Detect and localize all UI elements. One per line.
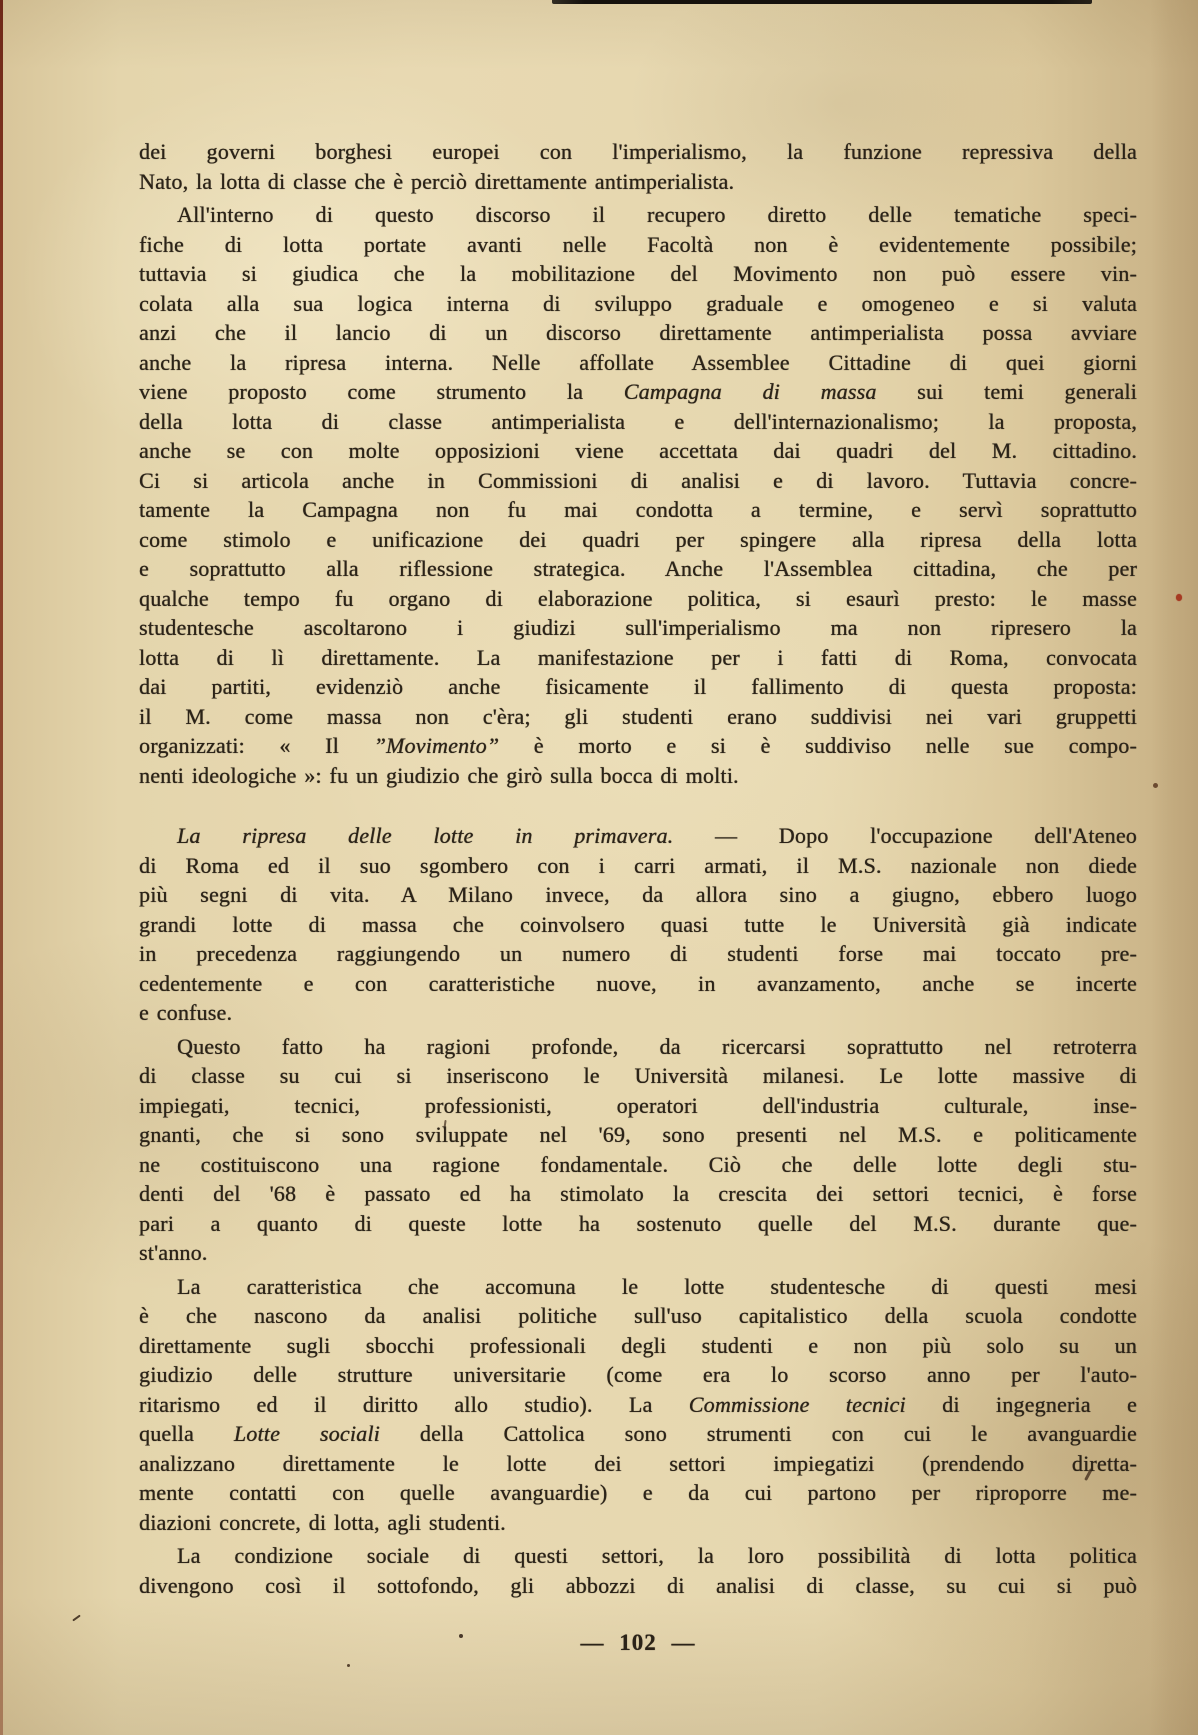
text-line	[139, 880, 1137, 910]
text-segment: colata alla sua logica interna di sviluppo graduale e omogeneo e si valuta	[139, 290, 1137, 316]
text-segment: pari a quanto di queste lotte ha sostenuto quelle del M.S. durante que-	[139, 1210, 1137, 1236]
text-line	[139, 910, 1137, 940]
text-line	[139, 939, 1137, 969]
text-segment: viene proposto come strumento la	[139, 379, 624, 404]
text-segment: direttamente sugli sbocchi professionali degli studenti e non più solo su un	[139, 1332, 1137, 1358]
text-line	[139, 731, 1137, 761]
text-line	[139, 1331, 1137, 1361]
text-line	[139, 821, 1137, 851]
text-line	[139, 259, 1137, 289]
text-segment: qualche tempo fu organo di elaborazione politica, si esaurì presto: le masse	[139, 585, 1137, 611]
text-segment: fiche di lotta portate avanti nelle Facoltà non è evidentemente possibile;	[139, 231, 1137, 257]
text-segment: è morto e si è suddiviso nelle sue compo-	[499, 733, 1137, 758]
text-line	[139, 584, 1137, 614]
italic-text: Commissione tecnici	[688, 1391, 906, 1417]
text-segment: La caratteristica che accomuna le lotte studentesche di questi mesi	[177, 1273, 1137, 1299]
text-segment: diazioni concrete, di lotta, agli studenti.	[139, 1509, 506, 1535]
text-segment: della lotta di classe antimperialista e dell'internazionalismo; la proposta,	[139, 408, 1137, 434]
text-segment: e soprattutto alla riflessione strategica. Anche l'Assemblea cittadina, che per	[139, 556, 1137, 581]
text-line	[139, 1449, 1137, 1479]
text-line	[139, 289, 1137, 319]
text-segment: di classe su cui si inseriscono le Università milanesi. Le lotte massive di	[139, 1063, 1137, 1088]
text-segment: La condizione sociale di questi settori, la loro possibilità di lotta politica	[177, 1543, 1137, 1568]
text-segment: impiegati, tecnici, professionisti, operatori dell'industria culturale, inse-	[139, 1092, 1137, 1118]
text-line	[139, 1209, 1137, 1239]
text-line	[139, 672, 1137, 702]
page-text-block	[139, 137, 1137, 1600]
text-segment: ritarismo ed il diritto allo studio). La	[139, 1391, 689, 1417]
text-line	[139, 613, 1137, 643]
text-line	[139, 1541, 1137, 1571]
text-segment: cedentemente e con caratteristiche nuove, in avanzamento, anche se incerte	[139, 970, 1137, 996]
text-segment: è che nascono da analisi politiche sull'uso capitalistico della scuola condotte	[139, 1303, 1137, 1328]
text-segment: di Roma ed il suo sgombero con i carri armati, il M.S. nazionale non diede	[139, 852, 1137, 878]
scan-speck-brown	[1153, 783, 1158, 788]
text-line	[139, 1360, 1137, 1390]
italic-text: Campagna di massa	[623, 379, 877, 404]
text-segment: lotta di lì direttamente. La manifestazione per i fatti di Roma, convocata	[139, 644, 1137, 670]
text-line	[139, 1419, 1137, 1449]
text-line	[139, 1390, 1137, 1420]
scan-speck-dot	[347, 1664, 350, 1667]
italic-text: La ripresa delle lotte in primavera.	[177, 823, 674, 848]
text-segment: tamente la Campagna non fu mai condotta a termine, e servì soprattutto	[139, 497, 1137, 522]
text-line	[139, 495, 1137, 525]
text-line	[139, 969, 1137, 999]
text-line	[139, 643, 1137, 673]
text-segment: mente contatti con quelle avanguardie) e da cui partono per riproporre me-	[139, 1480, 1137, 1505]
text-segment: organizzati: « Il	[139, 733, 374, 758]
text-segment: come stimolo e unificazione dei quadri per spingere alla ripresa della lotta	[139, 526, 1137, 552]
text-segment: Nato, la lotta di classe che è perciò direttamente antimperialista.	[139, 168, 735, 194]
text-segment: quella	[139, 1421, 234, 1446]
italic-text: Lotte sociali	[233, 1421, 380, 1446]
paragraph	[139, 137, 1137, 196]
text-line	[139, 998, 1137, 1028]
text-line	[139, 1571, 1137, 1601]
text-segment: anche se con molte opposizioni viene accettata dai quadri del M. cittadino.	[139, 438, 1137, 463]
text-segment: Questo fatto ha ragioni profonde, da ricercarsi soprattutto nel retroterra	[177, 1033, 1137, 1059]
page-number: — 102 —	[580, 1630, 696, 1655]
text-line	[139, 1238, 1137, 1268]
text-segment: della Cattolica sono strumenti con cui le avanguardie	[380, 1421, 1137, 1446]
text-segment: analizzano direttamente le lotte dei settori impiegatizi (prendendo diretta-	[139, 1450, 1137, 1476]
paragraph	[139, 1541, 1137, 1600]
text-line	[139, 318, 1137, 348]
text-line	[139, 1301, 1137, 1331]
scan-artifact-top-strip	[552, 0, 1092, 4]
text-segment: tuttavia si giudica che la mobilitazione del Movimento non può essere vin-	[139, 261, 1137, 286]
text-line	[139, 200, 1137, 230]
text-segment: denti del '68 è passato ed ha stimolato la crescita dei settori tecnici, è forse	[139, 1181, 1137, 1206]
text-line	[139, 1061, 1137, 1091]
text-segment: divengono così il sottofondo, gli abbozzi di analisi di classe, su cui si può	[139, 1572, 1137, 1598]
text-line	[139, 1150, 1137, 1180]
text-line	[139, 761, 1137, 791]
text-segment: più segni di vita. A Milano invece, da allora sino a giugno, ebbero luogo	[139, 882, 1137, 907]
text-segment: dai partiti, evidenziò anche fisicamente il fallimento di questa proposta:	[139, 674, 1137, 699]
text-segment: gnanti, che si sono sviluppate nel '69, sono presenti nel M.S. e politicamente	[139, 1122, 1137, 1147]
paragraph	[139, 1032, 1137, 1268]
text-segment: in precedenza raggiungendo un numero di studenti forse mai toccato pre-	[139, 941, 1137, 966]
text-segment: di ingegneria e	[905, 1391, 1138, 1417]
text-line	[139, 466, 1137, 496]
scan-speck-red	[1176, 594, 1182, 601]
text-segment: st'anno.	[139, 1240, 208, 1265]
text-segment: nenti ideologiche »: fu un giudizio che girò sulla bocca di molti.	[139, 762, 739, 788]
scan-artifact-left-edge	[0, 0, 3, 1735]
text-segment: studentesche ascoltarono i giudizi sull'imperialismo ma non ripresero la	[139, 615, 1137, 640]
text-line	[139, 407, 1137, 437]
text-line	[139, 1272, 1137, 1302]
text-line	[139, 525, 1137, 555]
text-line	[139, 1032, 1137, 1062]
scan-speck-dash	[72, 1615, 81, 1622]
text-segment: — Dopo l'occupazione dell'Ateneo	[673, 823, 1137, 848]
italic-text: ”Movimento”	[373, 733, 500, 758]
text-segment: Ci si articola anche in Commissioni di analisi e di lavoro. Tuttavia concre-	[139, 467, 1137, 493]
text-line	[139, 851, 1137, 881]
text-segment: il M. come massa non c'èra; gli studenti erano suddivisi nei vari gruppetti	[139, 703, 1137, 729]
text-line	[139, 1508, 1137, 1538]
text-segment: giudizio delle strutture universitarie (come era lo scorso anno per l'auto-	[139, 1362, 1137, 1387]
text-line	[139, 348, 1137, 378]
text-segment: anche la ripresa interna. Nelle affollate Assemblee Cittadine di quei giorni	[139, 349, 1137, 375]
paragraph	[139, 1272, 1137, 1538]
text-segment: All'interno di questo discorso il recupero diretto delle tematiche speci-	[177, 202, 1137, 227]
text-segment: e confuse.	[139, 1000, 233, 1025]
text-segment: sui temi generali	[876, 379, 1137, 404]
paragraph	[139, 200, 1137, 790]
text-line	[139, 1179, 1137, 1209]
text-segment: grandi lotte di massa che coinvolsero quasi tutte le Università già indicate	[139, 911, 1137, 937]
scan-artifact-right-shadow	[1150, 0, 1198, 1735]
text-line	[139, 702, 1137, 732]
paragraph	[139, 821, 1137, 1028]
text-line	[139, 167, 1137, 197]
text-line	[139, 377, 1137, 407]
text-line	[139, 1478, 1137, 1508]
text-line	[139, 1120, 1137, 1150]
text-segment: dei governi borghesi europei con l'imperialismo, la funzione repressiva della	[139, 139, 1137, 164]
text-line	[139, 1091, 1137, 1121]
text-line	[139, 230, 1137, 260]
text-line	[139, 137, 1137, 167]
text-line	[139, 554, 1137, 584]
text-line	[139, 436, 1137, 466]
text-segment: anzi che il lancio di un discorso direttamente antimperialista possa avviare	[139, 320, 1137, 345]
text-segment: ne costituiscono una ragione fondamentale. Ciò che delle lotte degli stu-	[139, 1151, 1137, 1177]
